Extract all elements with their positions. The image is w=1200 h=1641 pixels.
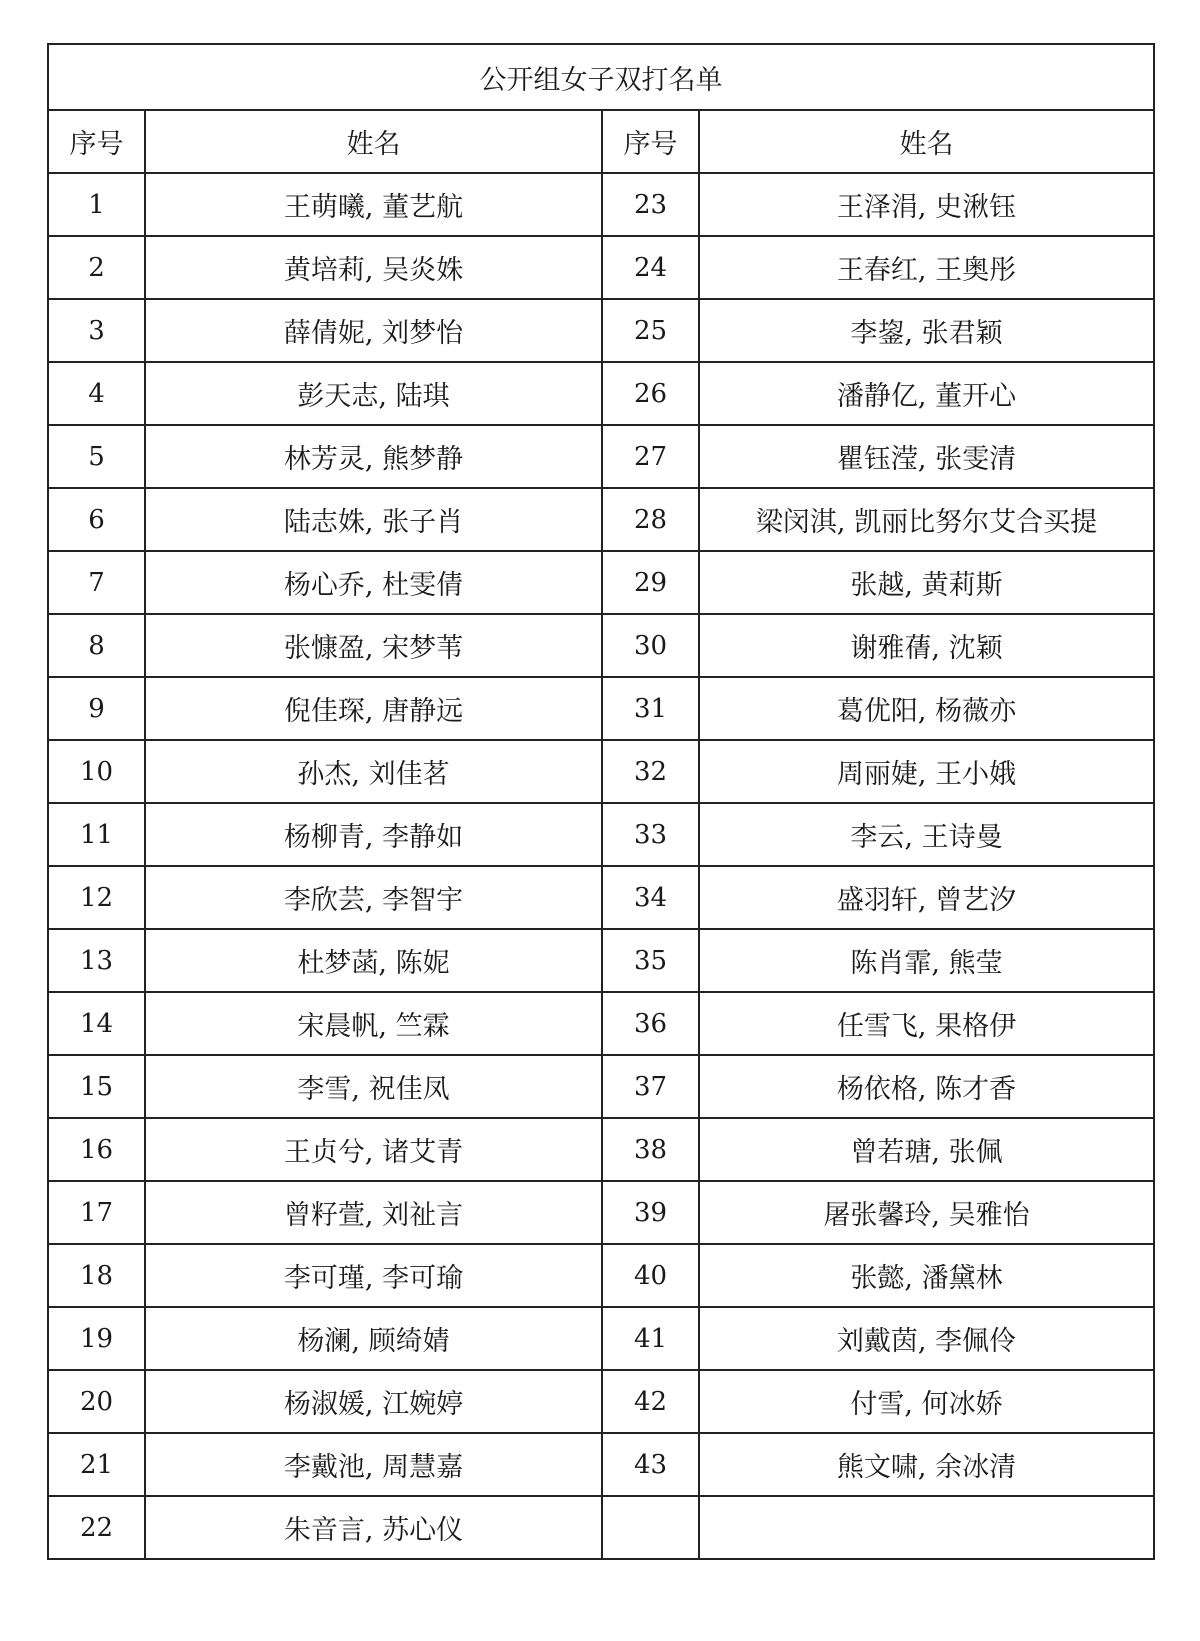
name-cell-right: 任雪飞, 果格伊 xyxy=(699,992,1154,1055)
name-cell-right: 周丽婕, 王小娥 xyxy=(699,740,1154,803)
name-cell: 林芳灵, 熊梦静 xyxy=(145,425,602,488)
table-row xyxy=(48,551,1154,614)
name-cell-right: 梁闵淇, 凯丽比努尔艾合买提 xyxy=(699,488,1154,551)
table-row xyxy=(48,1244,1154,1307)
name-cell-right: 瞿钰滢, 张雯清 xyxy=(699,425,1154,488)
seq-cell: 5 xyxy=(48,425,145,488)
table-row xyxy=(48,803,1154,866)
name-cell-right: 葛优阳, 杨薇亦 xyxy=(699,677,1154,740)
seq-cell: 1 xyxy=(48,173,145,236)
table-row xyxy=(48,677,1154,740)
name-cell-right: 杨依格, 陈才香 xyxy=(699,1055,1154,1118)
seq-cell-right: 29 xyxy=(602,551,699,614)
table-row xyxy=(48,1370,1154,1433)
table-row xyxy=(48,1181,1154,1244)
seq-cell: 8 xyxy=(48,614,145,677)
name-cell-right: 张越, 黄莉斯 xyxy=(699,551,1154,614)
name-cell: 倪佳琛, 唐静远 xyxy=(145,677,602,740)
header-seq-right: 序号 xyxy=(602,110,699,173)
name-cell: 孙杰, 刘佳茗 xyxy=(145,740,602,803)
seq-cell: 21 xyxy=(48,1433,145,1496)
seq-cell-right: 41 xyxy=(602,1307,699,1370)
seq-cell: 6 xyxy=(48,488,145,551)
table-row xyxy=(48,362,1154,425)
seq-cell: 3 xyxy=(48,299,145,362)
name-cell-right: 李云, 王诗曼 xyxy=(699,803,1154,866)
table-row xyxy=(48,1433,1154,1496)
seq-cell-right: 40 xyxy=(602,1244,699,1307)
seq-cell-right: 27 xyxy=(602,425,699,488)
header-row xyxy=(48,110,1154,173)
table-row xyxy=(48,614,1154,677)
name-cell-right: 熊文啸, 余冰清 xyxy=(699,1433,1154,1496)
name-cell-right: 付雪, 何冰娇 xyxy=(699,1370,1154,1433)
seq-cell: 11 xyxy=(48,803,145,866)
name-cell: 杨心乔, 杜雯倩 xyxy=(145,551,602,614)
seq-cell: 22 xyxy=(48,1496,145,1559)
table-row xyxy=(48,173,1154,236)
name-cell: 李戴池, 周慧嘉 xyxy=(145,1433,602,1496)
seq-cell-right: 38 xyxy=(602,1118,699,1181)
name-cell: 薛倩妮, 刘梦怡 xyxy=(145,299,602,362)
table-row xyxy=(48,425,1154,488)
table-row xyxy=(48,1118,1154,1181)
seq-cell-right: 28 xyxy=(602,488,699,551)
seq-cell-right: 39 xyxy=(602,1181,699,1244)
header-name: 姓名 xyxy=(145,110,602,173)
seq-cell: 2 xyxy=(48,236,145,299)
seq-cell: 4 xyxy=(48,362,145,425)
seq-cell-right: 34 xyxy=(602,866,699,929)
table-row xyxy=(48,992,1154,1055)
seq-cell: 15 xyxy=(48,1055,145,1118)
seq-cell: 9 xyxy=(48,677,145,740)
header-seq: 序号 xyxy=(48,110,145,173)
name-cell: 杨澜, 顾绮婧 xyxy=(145,1307,602,1370)
table-row xyxy=(48,1307,1154,1370)
title-row xyxy=(48,44,1154,110)
seq-cell: 13 xyxy=(48,929,145,992)
seq-cell-right: 35 xyxy=(602,929,699,992)
seq-cell-right: 26 xyxy=(602,362,699,425)
seq-cell-right: 23 xyxy=(602,173,699,236)
name-cell-right: 屠张馨玲, 吴雅怡 xyxy=(699,1181,1154,1244)
name-cell: 杜梦菡, 陈妮 xyxy=(145,929,602,992)
table-row xyxy=(48,866,1154,929)
seq-cell-right: 33 xyxy=(602,803,699,866)
seq-cell: 17 xyxy=(48,1181,145,1244)
seq-cell: 19 xyxy=(48,1307,145,1370)
name-cell: 陆志姝, 张子肖 xyxy=(145,488,602,551)
name-cell-right: 谢雅蒨, 沈颖 xyxy=(699,614,1154,677)
name-cell-right: 张懿, 潘黛林 xyxy=(699,1244,1154,1307)
name-cell: 朱音言, 苏心仪 xyxy=(145,1496,602,1559)
seq-cell-right: 32 xyxy=(602,740,699,803)
name-cell: 李欣芸, 李智宇 xyxy=(145,866,602,929)
roster-table xyxy=(47,43,1155,1560)
roster-body xyxy=(48,173,1154,1559)
name-cell: 李可瑾, 李可瑜 xyxy=(145,1244,602,1307)
seq-cell: 12 xyxy=(48,866,145,929)
name-cell: 张慷盈, 宋梦苇 xyxy=(145,614,602,677)
seq-cell: 18 xyxy=(48,1244,145,1307)
seq-cell: 10 xyxy=(48,740,145,803)
name-cell: 杨淑媛, 江婉婷 xyxy=(145,1370,602,1433)
table-row xyxy=(48,740,1154,803)
table-row xyxy=(48,1055,1154,1118)
table-title: 公开组女子双打名单 xyxy=(48,44,1154,110)
name-cell-right: 潘静亿, 董开心 xyxy=(699,362,1154,425)
seq-cell-right: 37 xyxy=(602,1055,699,1118)
seq-cell-right: 31 xyxy=(602,677,699,740)
table-row xyxy=(48,929,1154,992)
name-cell-right xyxy=(699,1496,1154,1559)
header-name-right: 姓名 xyxy=(699,110,1154,173)
name-cell: 王萌曦, 董艺航 xyxy=(145,173,602,236)
name-cell-right: 王春红, 王奥彤 xyxy=(699,236,1154,299)
name-cell: 曾籽萱, 刘祉言 xyxy=(145,1181,602,1244)
seq-cell-right: 42 xyxy=(602,1370,699,1433)
name-cell: 彭天志, 陆琪 xyxy=(145,362,602,425)
name-cell-right: 陈肖霏, 熊莹 xyxy=(699,929,1154,992)
seq-cell-right: 25 xyxy=(602,299,699,362)
name-cell-right: 李鋆, 张君颖 xyxy=(699,299,1154,362)
seq-cell-right: 30 xyxy=(602,614,699,677)
name-cell: 杨柳青, 李静如 xyxy=(145,803,602,866)
name-cell-right: 刘戴茵, 李佩伶 xyxy=(699,1307,1154,1370)
seq-cell-right: 43 xyxy=(602,1433,699,1496)
seq-cell-right: 24 xyxy=(602,236,699,299)
name-cell-right: 盛羽轩, 曾艺汐 xyxy=(699,866,1154,929)
name-cell: 黄培莉, 吴炎姝 xyxy=(145,236,602,299)
seq-cell: 7 xyxy=(48,551,145,614)
roster-document xyxy=(47,43,1153,1560)
seq-cell-right xyxy=(602,1496,699,1559)
seq-cell: 16 xyxy=(48,1118,145,1181)
seq-cell: 14 xyxy=(48,992,145,1055)
name-cell-right: 王泽涓, 史湫钰 xyxy=(699,173,1154,236)
name-cell: 李雪, 祝佳凤 xyxy=(145,1055,602,1118)
table-row xyxy=(48,236,1154,299)
table-row xyxy=(48,1496,1154,1559)
table-row xyxy=(48,488,1154,551)
seq-cell-right: 36 xyxy=(602,992,699,1055)
name-cell-right: 曾若瑭, 张佩 xyxy=(699,1118,1154,1181)
name-cell: 王贞兮, 诸艾青 xyxy=(145,1118,602,1181)
name-cell: 宋晨帆, 竺霖 xyxy=(145,992,602,1055)
seq-cell: 20 xyxy=(48,1370,145,1433)
table-row xyxy=(48,299,1154,362)
